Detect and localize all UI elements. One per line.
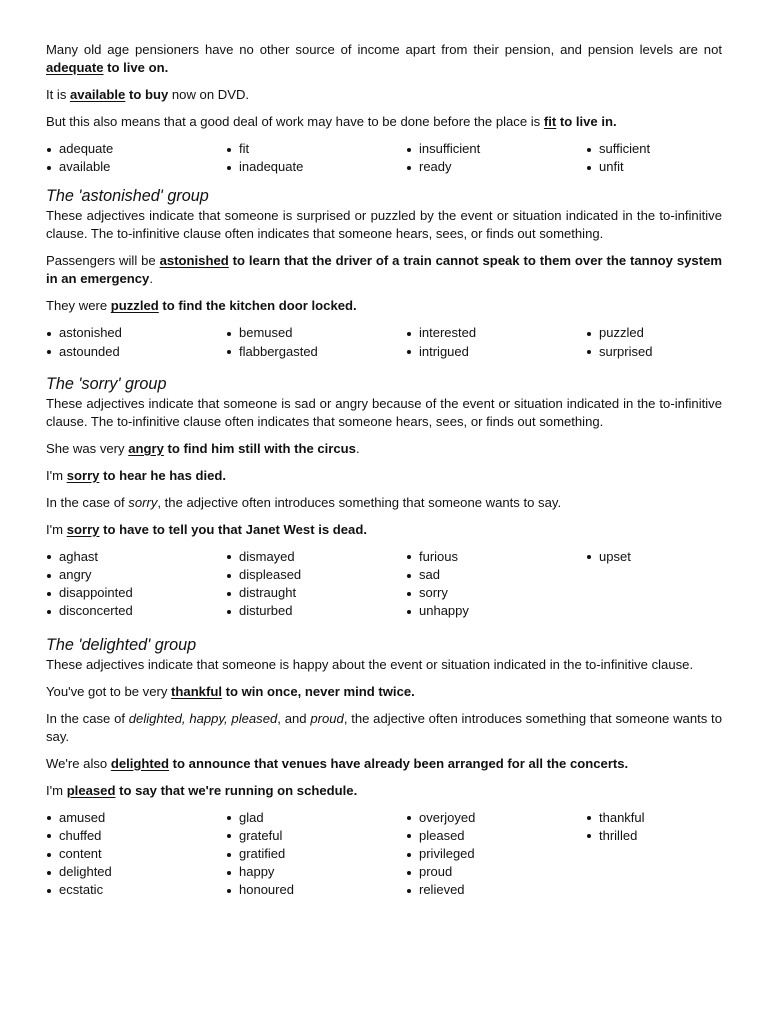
example-sentence: We're also delighted to announce that venues have already been arranged for all the concerts. <box>46 755 629 771</box>
list-item: honoured <box>226 881 406 899</box>
document-body <box>46 41 722 909</box>
list-item: angry <box>46 566 226 584</box>
list-item: interested <box>406 324 586 342</box>
intro-sentence-2: It is available to buy now on DVD. <box>46 87 250 102</box>
list-item: aghast <box>46 548 226 566</box>
example-sentence: I'm sorry to have to tell you that Janet West is dead. <box>46 521 367 537</box>
list-item: relieved <box>406 881 586 899</box>
list-item: thrilled <box>586 827 722 845</box>
underlined-adjective: sorry <box>66 467 100 483</box>
underlined-adjective: pleased <box>66 782 116 798</box>
list-item: distraught <box>226 584 406 602</box>
section-heading-sorry: The 'sorry' group <box>46 374 167 393</box>
list-item: disconcerted <box>46 602 226 620</box>
list-item: chuffed <box>46 827 226 845</box>
list-item: delighted <box>46 863 226 881</box>
underlined-adjective: astonished <box>159 253 229 269</box>
example-sentence: She was very angry to find him still with the circus. <box>46 440 360 456</box>
list-item: happy <box>226 863 406 881</box>
intro-adjective-list <box>46 140 722 176</box>
list-item: ready <box>406 158 586 176</box>
list-item: glad <box>226 809 406 827</box>
delighted-adjective-list <box>46 809 722 900</box>
astonished-adjective-list <box>46 324 722 360</box>
list-item: sad <box>406 566 586 584</box>
list-item: adequate <box>46 140 226 158</box>
list-item: unhappy <box>406 602 586 620</box>
underlined-adjective: fit <box>543 114 557 129</box>
section-description: These adjectives indicate that someone is happy about the event or situation indicated in the to-infinitive clause. <box>46 656 694 672</box>
list-item: sufficient <box>586 140 722 158</box>
example-sentence: I'm sorry to hear he has died. <box>46 467 227 483</box>
list-item: ecstatic <box>46 881 226 899</box>
list-item: surprised <box>586 343 722 361</box>
list-item: furious <box>406 548 586 566</box>
underlined-adjective: angry <box>128 440 164 456</box>
list-item: gratified <box>226 845 406 863</box>
example-sentence: Passengers will be astonished to learn that the driver of a train cannot speak to them over the tannoy system in an emergency. <box>46 253 722 287</box>
list-item: astounded <box>46 343 226 361</box>
sorry-adjective-list <box>46 548 722 621</box>
usage-note: In the case of delighted, happy, pleased, and proud, the adjective often introduces something that someone wants to say. <box>46 710 722 744</box>
list-item: amused <box>46 809 226 827</box>
list-item: intrigued <box>406 343 586 361</box>
list-item: privileged <box>406 845 586 863</box>
underlined-adjective: adequate <box>46 60 104 75</box>
list-item: upset <box>586 548 722 566</box>
list-item: fit <box>226 140 406 158</box>
underlined-adjective: delighted <box>110 755 170 771</box>
example-sentence: I'm pleased to say that we're running on schedule. <box>46 782 358 798</box>
list-item: insufficient <box>406 140 586 158</box>
list-item: thankful <box>586 809 722 827</box>
list-item: displeased <box>226 566 406 584</box>
list-item: unfit <box>586 158 722 176</box>
list-item: disturbed <box>226 602 406 620</box>
intro-sentence-1: Many old age pensioners have no other source of income apart from their pension, and pension levels are not adequate to live on. <box>46 42 722 75</box>
list-item: bemused <box>226 324 406 342</box>
section-heading-delighted: The 'delighted' group <box>46 635 197 654</box>
section-description: These adjectives indicate that someone is sad or angry because of the event or situation indicated in the to-infinitive clause. The to-infinitive clause often indicates that someone hears, sees, or finds out something. <box>46 395 722 429</box>
list-item: inadequate <box>226 158 406 176</box>
list-item: content <box>46 845 226 863</box>
list-item: sorry <box>406 584 586 602</box>
example-sentence: They were puzzled to find the kitchen door locked. <box>46 298 357 314</box>
intro-sentence-3: But this also means that a good deal of work may have to be done before the place is fit to live in. <box>46 114 617 129</box>
usage-note: In the case of sorry, the adjective often introduces something that someone wants to say. <box>46 494 562 510</box>
list-item: proud <box>406 863 586 881</box>
list-item: pleased <box>406 827 586 845</box>
list-item: available <box>46 158 226 176</box>
list-item: astonished <box>46 324 226 342</box>
list-item: dismayed <box>226 548 406 566</box>
list-item: flabbergasted <box>226 343 406 361</box>
example-sentence: You've got to be very thankful to win once, never mind twice. <box>46 683 415 699</box>
underlined-adjective: available <box>70 87 126 102</box>
section-heading-astonished: The 'astonished' group <box>46 187 209 206</box>
list-item: overjoyed <box>406 809 586 827</box>
underlined-adjective: puzzled <box>110 298 159 314</box>
underlined-adjective: thankful <box>171 683 222 699</box>
list-item: disappointed <box>46 584 226 602</box>
section-description: These adjectives indicate that someone is surprised or puzzled by the event or situation indicated in the to-infinitive clause. The to-infinitive clause often indicates that someone hears, sees, or finds out something. <box>46 208 722 242</box>
list-item: grateful <box>226 827 406 845</box>
list-item: puzzled <box>586 324 722 342</box>
underlined-adjective: sorry <box>66 521 100 537</box>
